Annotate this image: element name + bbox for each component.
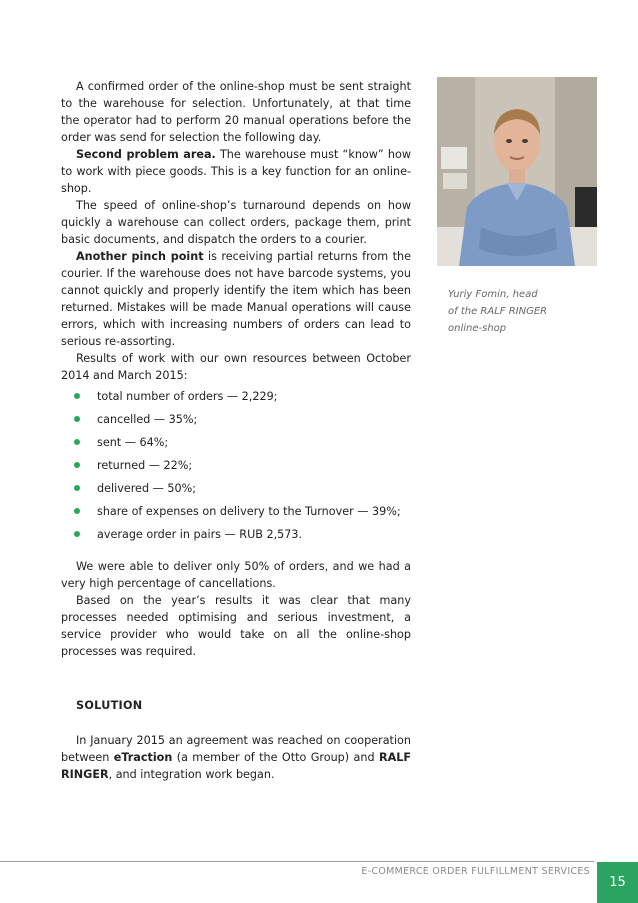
bullet-dot-icon <box>74 462 80 468</box>
paragraph-turnaround-speed: The speed of online-shop’s turnaround depends on how quickly a warehouse can collect orders, package them, print basic documents, and dispatch the orders to a courier. <box>61 199 411 246</box>
list-item-text: returned — 22%; <box>97 459 193 472</box>
list-item-text: share of expenses on delivery to the Turnover — 39%; <box>97 505 401 518</box>
solution-text-e: , and integration work began. <box>108 768 275 781</box>
caption-line: Yuriy Fomin, head <box>448 289 538 300</box>
bullet-dot-icon <box>74 393 80 399</box>
bullet-dot-icon <box>74 416 80 422</box>
list-item <box>61 388 411 411</box>
article-body <box>61 78 411 783</box>
solution-text-a: In January 2015 an agreement was reached on cooperation between <box>61 734 411 764</box>
list-item <box>61 503 411 526</box>
caption-line: of the RALF RINGER <box>448 306 548 317</box>
bullet-dot-icon <box>74 531 80 537</box>
bullet-dot-icon <box>74 508 80 514</box>
bullet-dot-icon <box>74 485 80 491</box>
list-item <box>61 411 411 434</box>
list-item-text: average order in pairs — RUB 2,573. <box>97 528 303 541</box>
footer-divider <box>0 861 594 862</box>
etraction-name: eTraction <box>113 751 173 764</box>
solution-text-c: (a member of the Otto Group) and <box>172 751 379 764</box>
list-item-text: total number of orders — 2,229; <box>97 390 278 403</box>
footer-label: E-COMMERCE ORDER FULFILLMENT SERVICES <box>361 866 590 877</box>
portrait-photo <box>437 77 597 266</box>
paragraph-results-intro: Results of work with our own resources between October 2014 and March 2015: <box>61 352 411 382</box>
list-item <box>61 457 411 480</box>
portrait-illustration <box>437 77 597 266</box>
caption-line: online-shop <box>448 323 507 334</box>
list-item <box>61 480 411 503</box>
paragraph-second-problem <box>61 146 411 197</box>
list-item-text: delivered — 50%; <box>97 482 196 495</box>
list-item <box>61 434 411 457</box>
paragraph-pinch-point <box>61 248 411 350</box>
list-item <box>61 526 411 549</box>
solution-heading: SOLUTION <box>76 699 143 712</box>
list-item-text: cancelled — 35%; <box>97 413 198 426</box>
paragraph-order-confirmation: A confirmed order of the online-shop must be sent straight to the warehouse for selection. Unfortunately, at that time the operator had to perform 20 manual operations before the order was send for selection the following day. <box>61 80 411 144</box>
paragraph-delivery-rate: We were able to deliver only 50% of orders, and we had a very high percentage of cancellations. <box>61 560 411 590</box>
page-number-badge: 15 <box>597 862 638 903</box>
list-item-text: sent — 64%; <box>97 436 169 449</box>
paragraph-solution <box>61 732 411 783</box>
bullet-dot-icon <box>74 439 80 445</box>
second-problem-lead: Second problem area. <box>76 148 216 161</box>
paragraph-year-results: Based on the year’s results it was clear that many processes needed optimising and serious investment, a service provider who would take on all the online-shop processes was required. <box>61 594 411 658</box>
photo-caption <box>448 286 598 337</box>
results-list <box>61 388 411 549</box>
pinch-point-lead: Another pinch point <box>76 250 204 263</box>
ralf-ringer-name: RALF RINGER <box>61 751 411 781</box>
pinch-point-text: is receiving partial returns from the courier. If the warehouse does not have barcode systems, you cannot quickly and properly identify the item which has been returned. Mistakes will be made Manual operations will cause errors, which with increasing numbers of orders can lead to serious re-assorting. <box>61 250 411 348</box>
second-problem-text: The warehouse must “know” how to work with piece goods. This is a key function for an online-shop. <box>61 148 411 195</box>
